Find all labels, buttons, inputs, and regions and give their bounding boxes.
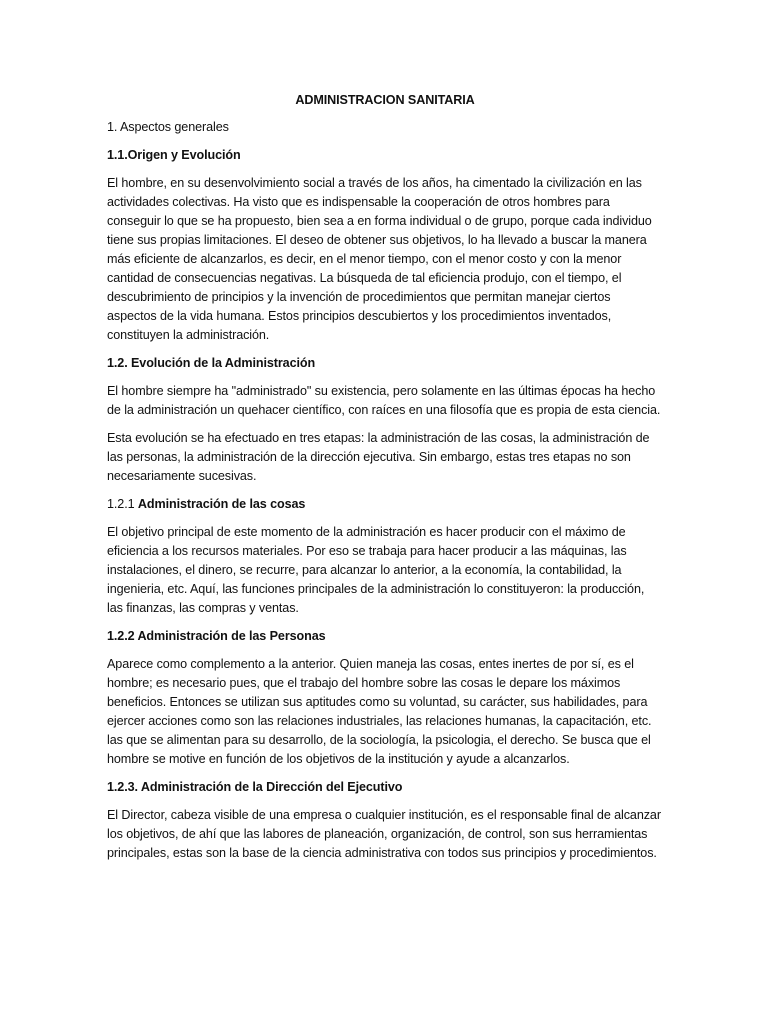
document-title: ADMINISTRACION SANITARIA: [295, 93, 475, 107]
section-1-2-1-title: Administración de las cosas: [137, 497, 306, 511]
section-1-1-heading: 1.1.Origen y Evolución: [107, 148, 241, 162]
section-1-2-1-paragraph: El objetivo principal de este momento de la administración es hacer producir con el máximo de eficiencia a los recursos materiales. Por eso se trabaja para hacer producir a las máquinas, las instalaciones, el dinero, se recurre, para alcanzar lo anterior, a la economía, la contabilidad, la ingenieria, etc. Aquí, las funciones principales de la administración lo constituyeron: la producción, las finanzas, las compras y ventas.: [107, 525, 645, 615]
section-1-2-heading: 1.2. Evolución de la Administración: [107, 356, 316, 370]
section-1-2-1-number: 1.2.1: [107, 497, 135, 511]
section-1-2-paragraph-1: El hombre siempre ha "administrado" su existencia, pero solamente en las últimas épocas ha hecho de la administración un quehacer científico, con raíces en una filosofía que es propia de esta ciencia.: [107, 384, 661, 417]
section-1-2-1-heading: [107, 495, 663, 514]
section-1-2-2-paragraph: Aparece como complemento a la anterior. Quien maneja las cosas, entes inertes de por sí, es el hombre; es necesario pues, que el trabajo del hombre sobre las cosas le depare los máximos beneficios. Entonces se utilizan sus aptitudes como su voluntad, su carácter, sus habilidades, para ejercer acciones como son las relaciones industriales, las relaciones humanas, la capacitación, etc. las que se alimentan para su desarrollo, de la sociología, la psicologia, el derecho. Se busca que el hombre se motive en función de los objetivos de la institución y ayude a alcanzarlos.: [107, 657, 652, 766]
section-1-heading: 1. Aspectos generales: [107, 120, 229, 134]
section-1-2-2-heading: 1.2.2 Administración de las Personas: [107, 629, 326, 643]
section-1-1-paragraph: El hombre, en su desenvolvimiento social a través de los años, ha cimentado la civilización en las actividades colectivas. Ha visto que es indispensable la cooperación de otros hombres para conseguir lo que se ha propuesto, bien sea a en forma individual o de grupo, porque cada individuo tiene sus propias limitaciones. El deseo de obtener sus objetivos, lo ha llevado a buscar la manera más eficiente de alcanzarlos, es decir, en el menor tiempo, con el menor costo y con la menor cantidad de consecuencias negativas. La búsqueda de tal eficiencia produjo, con el tiempo, el descubrimiento de principios y la invención de procedimientos que permitan manejar ciertos aspectos de la vida humana. Estos principios descubiertos y los procedimientos inventados, constituyen la administración.: [107, 176, 652, 342]
section-1-2-3-heading: 1.2.3. Administración de la Dirección del Ejecutivo: [107, 780, 403, 794]
section-1-2-paragraph-2: Esta evolución se ha efectuado en tres etapas: la administración de las cosas, la administración de las personas, la administración de la dirección ejecutiva. Sin embargo, estas tres etapas no son necesariamente sucesivas.: [107, 431, 650, 483]
document-page: [107, 91, 663, 872]
section-1-2-3-paragraph: El Director, cabeza visible de una empresa o cualquier institución, es el responsable final de alcanzar los objetivos, de ahí que las labores de planeación, organización, de control, son sus herramientas principales, estas son la base de la ciencia administrativa con todos sus principios y procedimientos.: [107, 808, 661, 860]
